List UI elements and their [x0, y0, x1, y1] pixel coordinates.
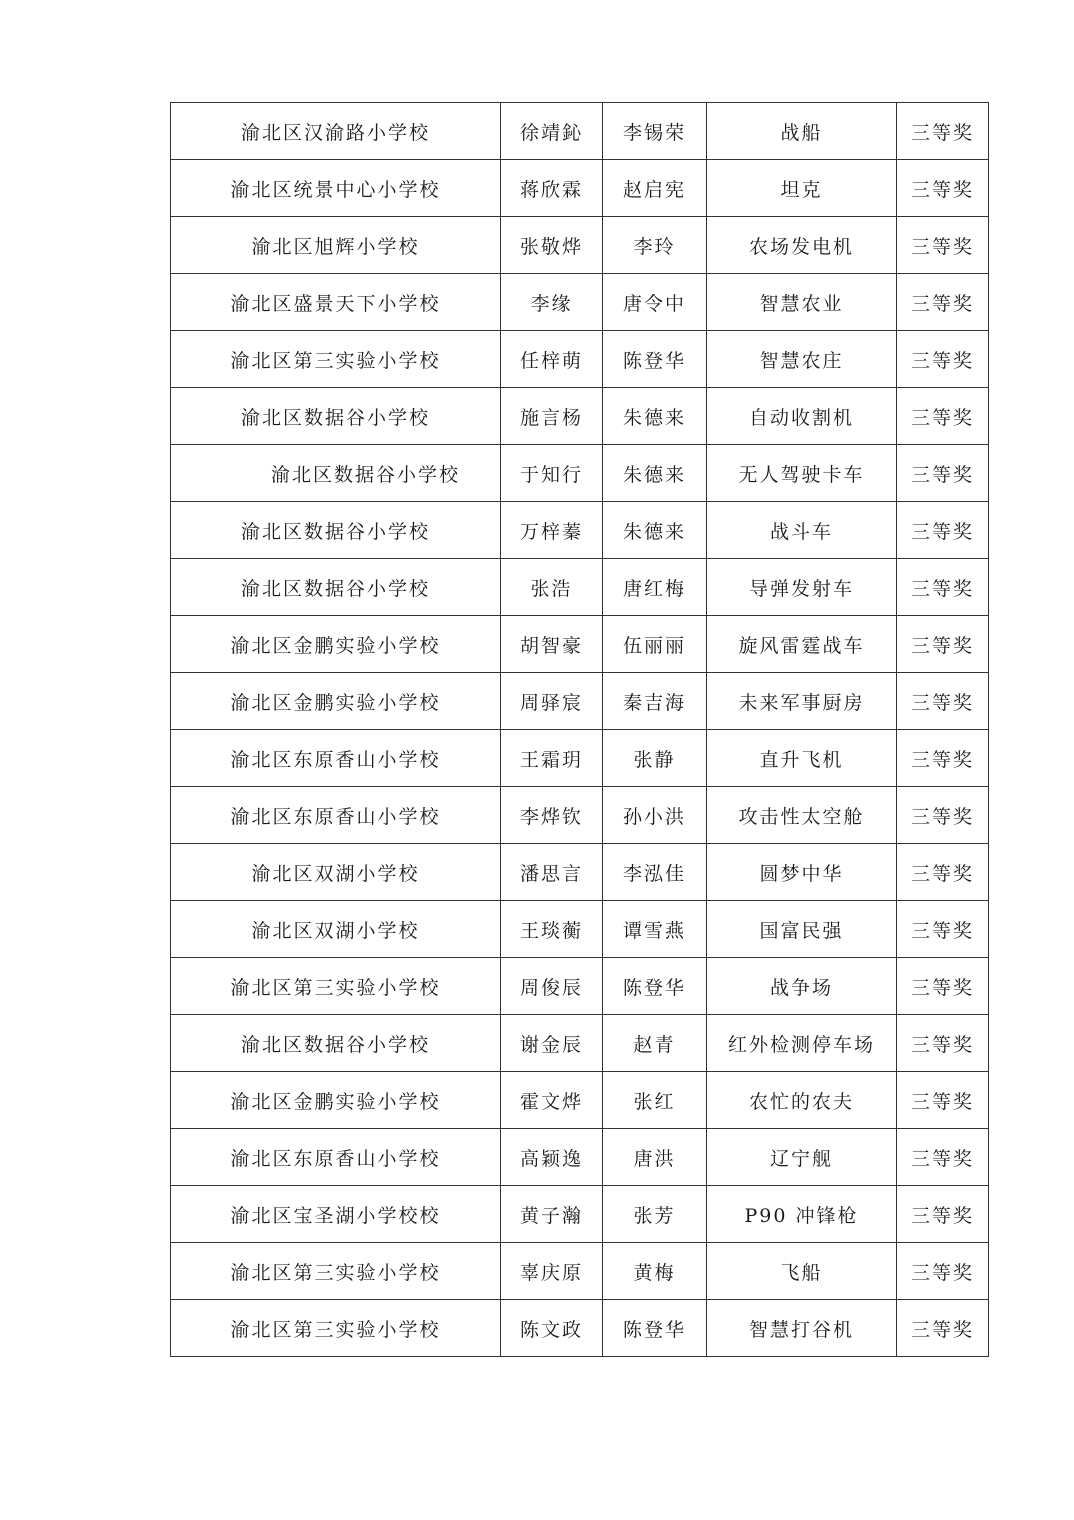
award-cell: 三等奖 [897, 103, 989, 160]
table-row [171, 1186, 989, 1243]
table-row [171, 1129, 989, 1186]
school-cell: 渝北区数据谷小学校 [171, 559, 501, 616]
work-cell: 坦克 [707, 160, 897, 217]
student-cell: 徐靖鈊 [501, 103, 603, 160]
table-row [171, 502, 989, 559]
teacher-cell: 唐红梅 [603, 559, 707, 616]
teacher-cell: 赵青 [603, 1015, 707, 1072]
student-cell: 李烨钦 [501, 787, 603, 844]
work-cell: 自动收割机 [707, 388, 897, 445]
work-cell: 旋风雷霆战车 [707, 616, 897, 673]
work-cell: 直升飞机 [707, 730, 897, 787]
award-cell: 三等奖 [897, 958, 989, 1015]
teacher-cell: 朱德来 [603, 388, 707, 445]
school-cell: 渝北区数据谷小学校 [171, 502, 501, 559]
teacher-cell: 唐洪 [603, 1129, 707, 1186]
work-cell: 导弹发射车 [707, 559, 897, 616]
student-cell: 霍文烨 [501, 1072, 603, 1129]
table-row [171, 787, 989, 844]
teacher-cell: 陈登华 [603, 331, 707, 388]
table-row [171, 673, 989, 730]
award-cell: 三等奖 [897, 1072, 989, 1129]
student-cell: 王琰蘅 [501, 901, 603, 958]
table-row [171, 274, 989, 331]
table-row [171, 958, 989, 1015]
award-cell: 三等奖 [897, 502, 989, 559]
student-cell: 周俊辰 [501, 958, 603, 1015]
school-cell: 渝北区双湖小学校 [171, 844, 501, 901]
table-row [171, 1015, 989, 1072]
award-cell: 三等奖 [897, 217, 989, 274]
award-cell: 三等奖 [897, 616, 989, 673]
award-cell: 三等奖 [897, 673, 989, 730]
table-row [171, 844, 989, 901]
school-cell: 渝北区汉渝路小学校 [171, 103, 501, 160]
teacher-cell: 朱德来 [603, 445, 707, 502]
work-cell: P90 冲锋枪 [707, 1186, 897, 1243]
award-cell: 三等奖 [897, 1300, 989, 1357]
school-cell: 渝北区东原香山小学校 [171, 1129, 501, 1186]
work-cell: 未来军事厨房 [707, 673, 897, 730]
award-cell: 三等奖 [897, 844, 989, 901]
teacher-cell: 孙小洪 [603, 787, 707, 844]
table-row [171, 103, 989, 160]
teacher-cell: 李泓佳 [603, 844, 707, 901]
work-cell: 辽宁舰 [707, 1129, 897, 1186]
work-cell: 智慧农业 [707, 274, 897, 331]
award-cell: 三等奖 [897, 730, 989, 787]
table-row [171, 1072, 989, 1129]
teacher-cell: 秦吉海 [603, 673, 707, 730]
school-cell: 渝北区数据谷小学校 [171, 388, 501, 445]
table-row [171, 388, 989, 445]
school-cell: 渝北区数据谷小学校 [171, 445, 501, 502]
teacher-cell: 谭雪燕 [603, 901, 707, 958]
award-cell: 三等奖 [897, 787, 989, 844]
award-cell: 三等奖 [897, 901, 989, 958]
award-cell: 三等奖 [897, 445, 989, 502]
table-row [171, 901, 989, 958]
school-cell: 渝北区双湖小学校 [171, 901, 501, 958]
student-cell: 蒋欣霖 [501, 160, 603, 217]
teacher-cell: 朱德来 [603, 502, 707, 559]
award-cell: 三等奖 [897, 388, 989, 445]
work-cell: 战船 [707, 103, 897, 160]
teacher-cell: 黄梅 [603, 1243, 707, 1300]
student-cell: 胡智豪 [501, 616, 603, 673]
teacher-cell: 李锡荣 [603, 103, 707, 160]
table-row [171, 217, 989, 274]
student-cell: 黄子瀚 [501, 1186, 603, 1243]
student-cell: 张敬烨 [501, 217, 603, 274]
work-cell: 红外检测停车场 [707, 1015, 897, 1072]
awards-table [170, 102, 989, 1357]
student-cell: 高颖逸 [501, 1129, 603, 1186]
student-cell: 张浩 [501, 559, 603, 616]
school-cell: 渝北区旭辉小学校 [171, 217, 501, 274]
table-row [171, 730, 989, 787]
school-cell: 渝北区金鹏实验小学校 [171, 673, 501, 730]
award-cell: 三等奖 [897, 160, 989, 217]
school-cell: 渝北区统景中心小学校 [171, 160, 501, 217]
teacher-cell: 陈登华 [603, 958, 707, 1015]
student-cell: 万梓蓁 [501, 502, 603, 559]
work-cell: 智慧农庄 [707, 331, 897, 388]
award-cell: 三等奖 [897, 1015, 989, 1072]
work-cell: 攻击性太空舱 [707, 787, 897, 844]
school-cell: 渝北区宝圣湖小学校校 [171, 1186, 501, 1243]
award-cell: 三等奖 [897, 559, 989, 616]
teacher-cell: 伍丽丽 [603, 616, 707, 673]
award-cell: 三等奖 [897, 274, 989, 331]
student-cell: 辜庆原 [501, 1243, 603, 1300]
teacher-cell: 赵启宪 [603, 160, 707, 217]
teacher-cell: 李玲 [603, 217, 707, 274]
school-cell: 渝北区盛景天下小学校 [171, 274, 501, 331]
table-row [171, 331, 989, 388]
school-cell: 渝北区第三实验小学校 [171, 1243, 501, 1300]
work-cell: 无人驾驶卡车 [707, 445, 897, 502]
table-row [171, 445, 989, 502]
work-cell: 战争场 [707, 958, 897, 1015]
school-cell: 渝北区金鹏实验小学校 [171, 1072, 501, 1129]
school-cell: 渝北区第三实验小学校 [171, 1300, 501, 1357]
student-cell: 任梓萌 [501, 331, 603, 388]
awards-table-body [171, 103, 989, 1357]
student-cell: 于知行 [501, 445, 603, 502]
work-cell: 圆梦中华 [707, 844, 897, 901]
award-cell: 三等奖 [897, 1129, 989, 1186]
school-cell: 渝北区第三实验小学校 [171, 331, 501, 388]
award-cell: 三等奖 [897, 331, 989, 388]
school-cell: 渝北区数据谷小学校 [171, 1015, 501, 1072]
teacher-cell: 张静 [603, 730, 707, 787]
award-cell: 三等奖 [897, 1186, 989, 1243]
table-row [171, 559, 989, 616]
student-cell: 王霜玥 [501, 730, 603, 787]
table-row [171, 1300, 989, 1357]
teacher-cell: 陈登华 [603, 1300, 707, 1357]
table-row [171, 160, 989, 217]
student-cell: 施言杨 [501, 388, 603, 445]
work-cell: 战斗车 [707, 502, 897, 559]
award-cell: 三等奖 [897, 1243, 989, 1300]
school-cell: 渝北区第三实验小学校 [171, 958, 501, 1015]
table-row [171, 1243, 989, 1300]
school-cell: 渝北区东原香山小学校 [171, 787, 501, 844]
school-cell: 渝北区东原香山小学校 [171, 730, 501, 787]
table-row [171, 616, 989, 673]
teacher-cell: 唐令中 [603, 274, 707, 331]
student-cell: 潘思言 [501, 844, 603, 901]
teacher-cell: 张芳 [603, 1186, 707, 1243]
work-cell: 国富民强 [707, 901, 897, 958]
student-cell: 陈文政 [501, 1300, 603, 1357]
work-cell: 智慧打谷机 [707, 1300, 897, 1357]
teacher-cell: 张红 [603, 1072, 707, 1129]
work-cell: 农忙的农夫 [707, 1072, 897, 1129]
work-cell: 农场发电机 [707, 217, 897, 274]
student-cell: 李缘 [501, 274, 603, 331]
school-cell: 渝北区金鹏实验小学校 [171, 616, 501, 673]
work-cell: 飞船 [707, 1243, 897, 1300]
student-cell: 周驿宸 [501, 673, 603, 730]
student-cell: 谢金辰 [501, 1015, 603, 1072]
